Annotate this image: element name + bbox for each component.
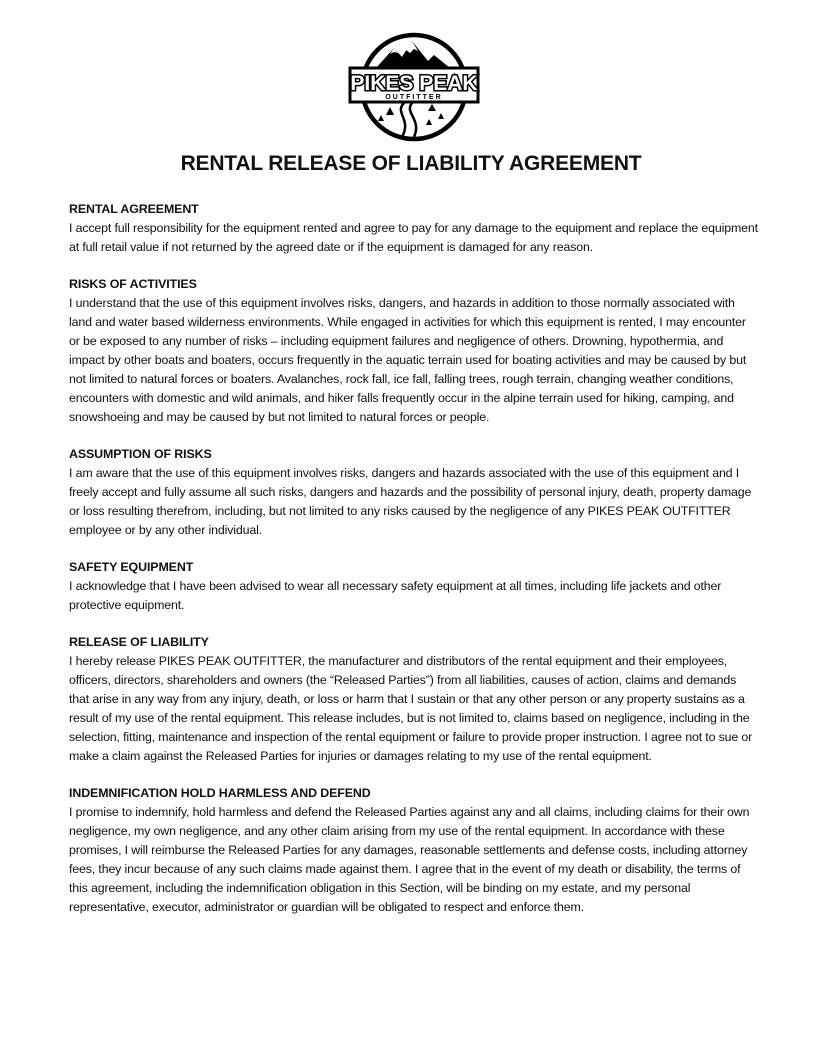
section-heading: ASSUMPTION OF RISKS bbox=[69, 446, 212, 461]
section-text: I acknowledge that I have been advised to wear all necessary safety equipment at all times, including life jackets and other protective equipment. bbox=[69, 578, 722, 612]
section-heading: RISKS OF ACTIVITIES bbox=[69, 277, 197, 292]
section-safety-equipment bbox=[69, 558, 759, 615]
section-release-of-liability bbox=[69, 633, 759, 765]
document-title: RENTAL RELEASE OF LIABILITY AGREEMENT bbox=[180, 152, 642, 175]
section-heading: SAFETY EQUIPMENT bbox=[69, 560, 194, 574]
logo-line1: PIKES PEAK bbox=[350, 72, 478, 95]
section-text: I am aware that the use of this equipment involves risks, dangers and hazards associated with the use of this equipment and I freely accept and fully assume all such risks, dangers and hazards and the possibility of personal injury, death, property damage or loss resulting therefrom, including, but not limited to any risks caused by the negligence of any PIKES PEAK OUTFITTER employee or by any other individual. bbox=[69, 465, 752, 537]
river-icon bbox=[401, 103, 416, 137]
section-heading: INDEMNIFICATION HOLD HARMLESS AND DEFEND bbox=[69, 786, 371, 801]
section-indemnification bbox=[69, 784, 759, 916]
pikes-peak-outfitter-logo bbox=[346, 31, 482, 143]
section-text: I promise to indemnify, hold harmless and defend the Released Parties against any and all claims, including claims for their own negligence, my own negligence, and any other claim arising from my use of the rental equipment. In accordance with these promises, I will reimburse the Released Parties for any damages, reasonable settlements and defense costs, including attorney fees, they incur because of any such claims made against them. I agree that in the event of my death or disability, the terms of this agreement, including the indemnification obligation in this Section, will be binding on my estate, and my personal representative, executor, administrator or guardian will be obligated to respect and enforce them. bbox=[69, 804, 750, 914]
section-rental-agreement bbox=[69, 200, 759, 257]
section-text: I hereby release PIKES PEAK OUTFITTER, the manufacturer and distributors of the rental equipment and their employees, officers, directors, shareholders and owners (the “Released Parties”) from all liabilities, causes of action, claims and demands that arise in any way from any injury, death, or loss or harm that I sustain or that any other person or any property sustains as a result of my use of the rental equipment. This release includes, but is not limited to, claims based on negligence, including in the selection, fitting, maintenance and inspection of the rental equipment or failure to provide proper instruction. I agree not to sue or make a claim against the Released Parties for injuries or damages relating to my use of the rental equipment. bbox=[69, 654, 753, 763]
section-assumption-of-risks bbox=[69, 445, 759, 540]
section-text: I understand that the use of this equipment involves risks, dangers, and hazards in addition to those normally associated with land and water based wilderness environments. While engaged in activities for which this equipment is rented, I may encounter or be exposed to any number of risks – including equipment failures and negligence of others. Drowning, hypothermia, and impact by other boats and boaters, occurs frequently in the aquatic terrain used for boating activities and may be caused by but not limited to natural forces or boaters. Avalanches, rock fall, ice fall, falling trees, rough terrain, changing weather conditions, encounters with domestic and wild animals, and hiker falls frequently occur in the alpine terrain used for hiking, camping, and snowshoeing and may be caused by but not limited to natural forces or people. bbox=[69, 296, 747, 424]
section-text: I accept full responsibility for the equipment rented and agree to pay for any damage to the equipment and replace the equipment at full retail value if not returned by the agreed date or if the equipment is damaged for any reason. bbox=[69, 220, 758, 254]
section-heading: RELEASE OF LIABILITY bbox=[69, 635, 209, 650]
agreement-body bbox=[69, 200, 759, 935]
section-risks-of-activities bbox=[69, 275, 759, 426]
section-heading: RENTAL AGREEMENT bbox=[69, 202, 199, 216]
logo-line2: OUTFITTER bbox=[385, 94, 443, 101]
